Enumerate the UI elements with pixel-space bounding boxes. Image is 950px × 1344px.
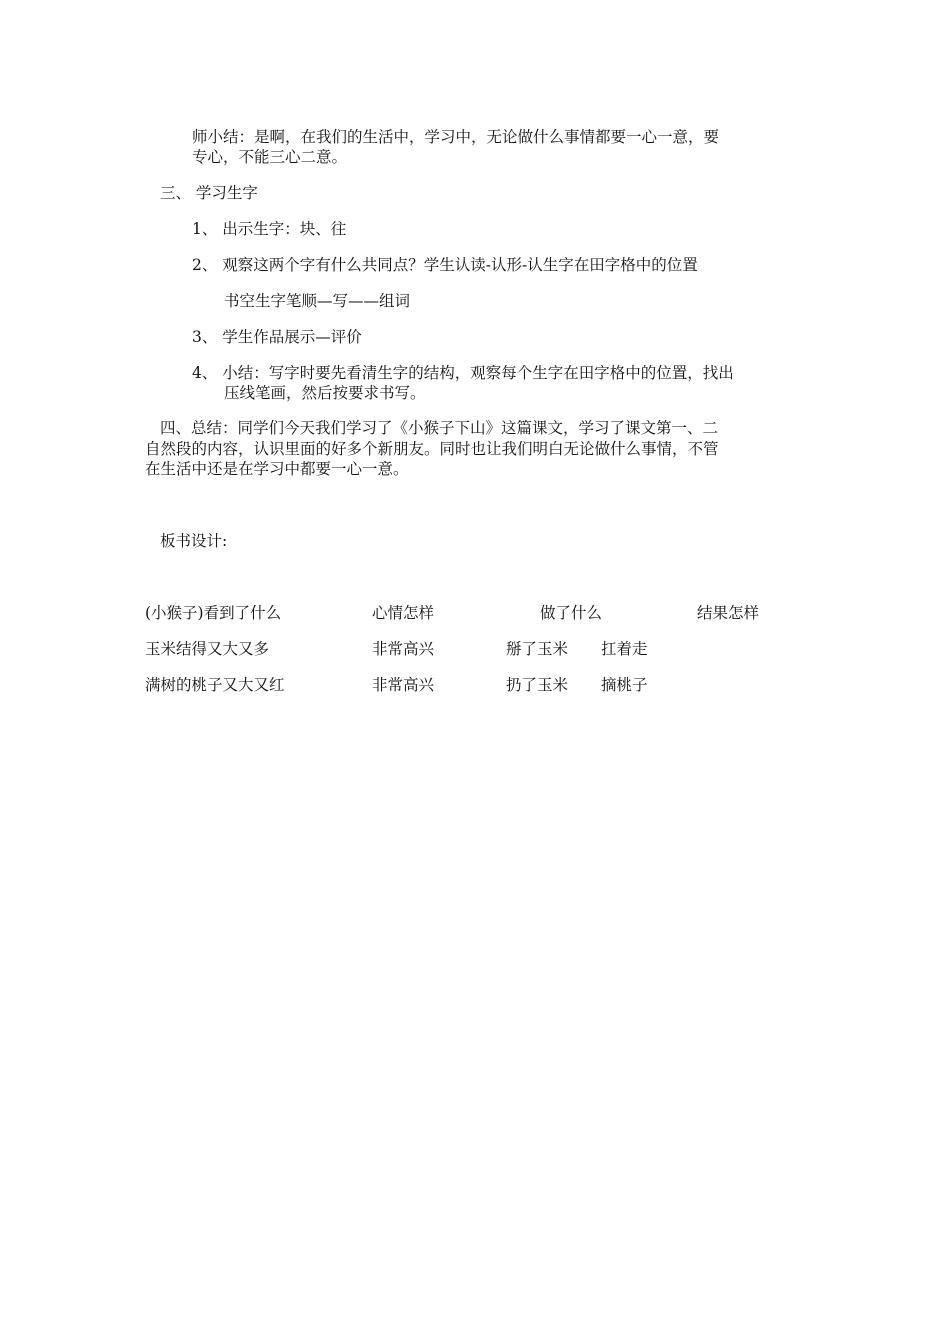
- section-3-heading: 三、 学习生字: [160, 184, 258, 202]
- board-row-1-mood: 非常高兴: [372, 640, 435, 658]
- board-row-2-saw: 满树的桃子又大又红: [145, 676, 285, 694]
- section-3-item-1: 1、 出示生字：块、往: [192, 220, 347, 238]
- summary-line-1: 师小结：是啊，在我们的生活中，学习中，无论做什么事情都要一心一意，要: [192, 128, 720, 146]
- section-4-line-2: 自然段的内容，认识里面的好多个新朋友。同时也让我们明白无论做什么事情，不管: [145, 440, 719, 458]
- section-3-item-4-line-1: 4、 小结：写字时要先看清生字的结构，观察每个生字在田字格中的位置，找出: [192, 364, 734, 382]
- section-3-item-4-line-2: 压线笔画，然后按要求书写。: [224, 384, 426, 402]
- section-4-line-3: 在生活中还是在学习中都要一心一意。: [145, 460, 409, 478]
- board-header-result: 结果怎样: [697, 604, 760, 622]
- summary-line-2: 专心，不能三心二意。: [192, 148, 348, 166]
- board-header-action: 做了什么: [540, 604, 603, 622]
- board-header-saw: (小猴子)看到了什么: [145, 604, 282, 622]
- board-header-mood: 心情怎样: [372, 604, 435, 622]
- section-3-item-3: 3、 学生作品展示—评价: [192, 328, 362, 346]
- section-3-item-2: 2、 观察这两个字有什么共同点？学生认读-认形-认生字在田字格中的位置: [192, 256, 698, 274]
- board-row-1-result: 扛着走: [601, 640, 648, 658]
- section-3-item-2-sub: 书空生字笔顺—写——组词: [224, 292, 411, 310]
- board-row-2-mood: 非常高兴: [372, 676, 435, 694]
- board-design-label: 板书设计:: [160, 532, 228, 550]
- section-4-line-1: 四、总结：同学们今天我们学习了《小猴子下山》这篇课文，学习了课文第一、二: [160, 419, 719, 437]
- board-row-1-saw: 玉米结得又大又多: [145, 640, 270, 658]
- board-row-2-result: 摘桃子: [601, 676, 648, 694]
- board-row-2-action: 扔了玉米: [506, 676, 569, 694]
- board-row-1-action: 掰了玉米: [506, 640, 569, 658]
